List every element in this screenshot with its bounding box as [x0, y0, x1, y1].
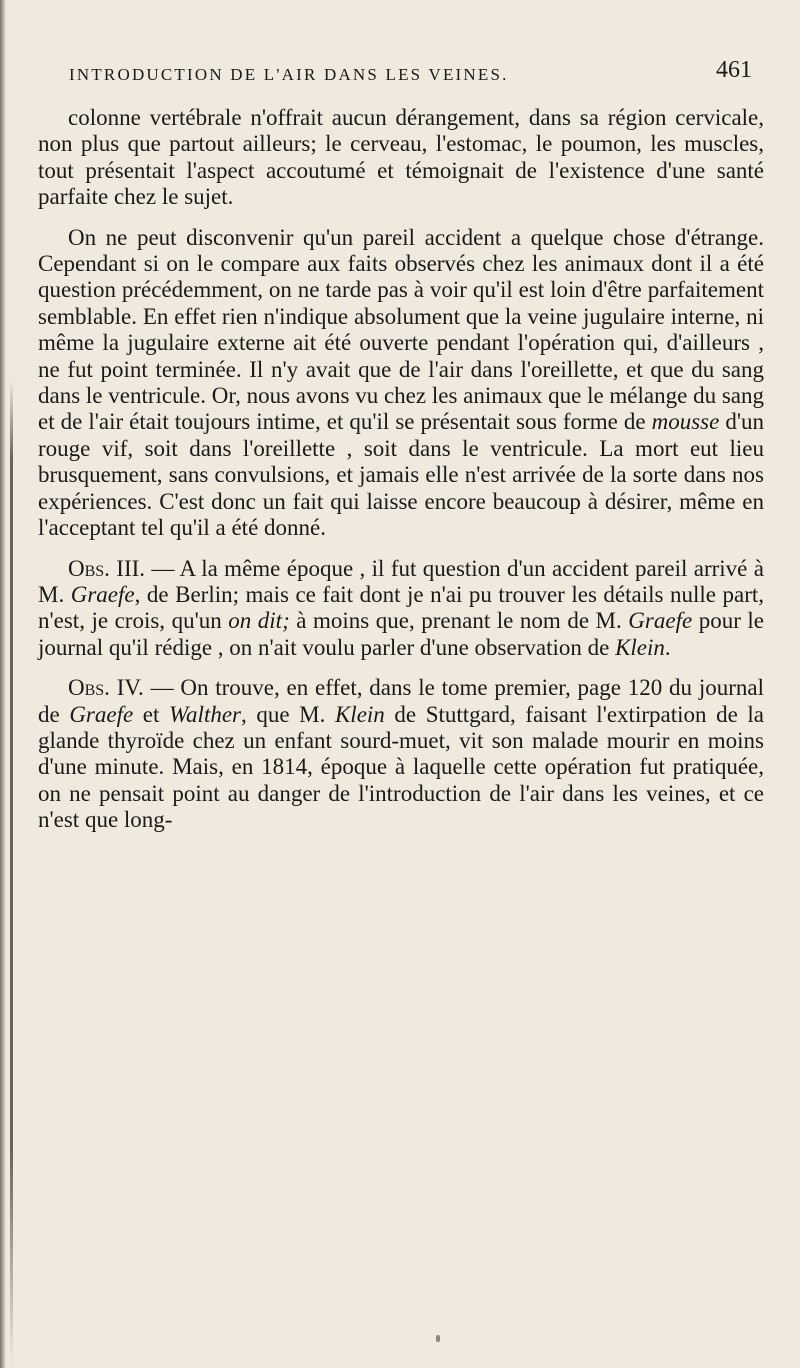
italic-text: mousse — [651, 409, 720, 435]
text-run: . — [664, 634, 671, 660]
observation-label: Obs. III. — [68, 555, 146, 581]
text-run: de Stuttgard, faisant l'extirpation de la glande thyroïde chez un enfant sourd-muet, vit son malade mourir en moins d'une minute. Mais, en 1814, époque à laquelle cette opération fut pratiquée, on ne pensait point au danger de l'introduction de l'air dans les veines, et ce n'est que long- — [38, 701, 764, 833]
text-run: d'un rouge vif, soit dans l'oreillette , soit dans le ventricule. La mort eut lieu brusquement, sans convulsions, et jamais elle n'est arrivée de la sorte dans nos expériences. C'est donc un fait qui laisse encore beaucoup à désirer, même en l'acceptant tel qu'il a été donné. — [38, 409, 764, 541]
italic-text: Walther — [169, 701, 241, 727]
page-header — [35, 55, 770, 95]
italic-text: Klein — [334, 701, 385, 727]
paragraph — [38, 675, 764, 833]
text-run: et — [133, 701, 169, 727]
paragraph — [38, 556, 764, 662]
text-run: On ne peut disconvenir qu'un pareil accident a quelque chose d'étrange. Cependant si on le compare aux faits observés chez les animaux dont il a été question précédemment, on ne tarde pas à voir qu'il est loin d'être parfaitement semblable. En effet rien n'indique absolument que la veine jugulaire interne, ni même la jugulaire externe ait été ouverte pendant l'opération qui, d'ailleurs , ne fut point terminée. Il n'y avait que de l'air dans l'oreillette, et que du sang dans le ventricule. Or, nous avons vu chez les animaux que le mélange du sang et de l'air était toujours intime, et qu'il se présentait sous forme de — [38, 224, 764, 435]
body-text — [38, 105, 764, 834]
binding-edge-line — [10, 380, 13, 1368]
text-run: , que M. — [241, 701, 335, 727]
italic-text: Graefe — [628, 608, 693, 634]
observation-label: Obs. IV. — [68, 675, 144, 701]
italic-text: Klein — [615, 634, 665, 660]
paragraph — [38, 105, 764, 211]
text-run: — A la même époque , il fut question d'un accident pareil arrivé à M. — [38, 555, 764, 607]
running-title: INTRODUCTION DE L'AIR DANS LES VEINES. — [69, 65, 509, 84]
text-run: à moins que, prenant le nom de M. — [289, 608, 629, 634]
printing-speck — [436, 1335, 440, 1342]
text-run: colonne vertébrale n'offrait aucun dérangement, dans sa région cervicale, non plus que partout ailleurs; le cerveau, l'estomac, le poumon, les muscles, tout présentait l'aspect accoutumé et témoignait de l'existence d'une santé parfaite chez le sujet. — [38, 105, 764, 210]
page-number: 461 — [716, 57, 752, 83]
text-run: , de Berlin; mais ce fait dont je n'ai pu trouver les détails nulle part, n'est, je crois, qu'un — [38, 581, 765, 634]
paragraph — [38, 225, 764, 542]
text-run: pour le journal qu'il rédige , on n'ait voulu parler d'une observation de — [38, 608, 764, 660]
text-run: — On trouve, en effet, dans le tome premier, page 120 du journal de — [38, 675, 764, 727]
binding-shadow — [0, 0, 6, 1368]
italic-text: Graefe — [70, 581, 135, 607]
italic-text: Graefe — [69, 701, 134, 727]
italic-text: on dit; — [228, 608, 290, 634]
